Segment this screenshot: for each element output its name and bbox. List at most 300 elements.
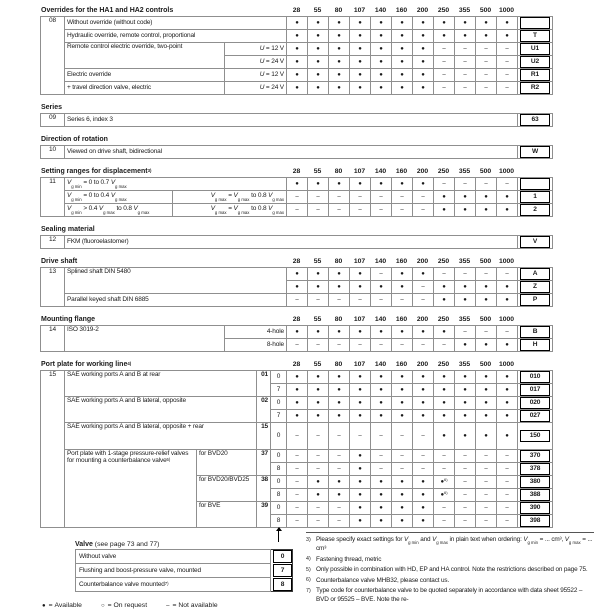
availability-cell: – [371,423,392,450]
availability-cell: – [476,502,497,515]
size-column-header: 55 [313,168,322,175]
availability-cell: – [434,463,455,476]
order-code-cell [518,43,553,56]
availability-cell: ● [350,410,371,423]
availability-cell: – [308,450,329,463]
order-code-cell [518,463,553,476]
section-header [40,133,552,144]
valve-row-label: Counterbalance valve mounted$^{7)}$ [76,578,271,592]
availability-cell: – [308,294,329,307]
availability-cell: ● [287,69,308,82]
section-header [40,255,552,266]
availability-cell: ● [413,30,434,43]
section-header [40,101,552,112]
legend-item-on-request [101,602,147,609]
availability-cell: – [455,326,476,339]
availability-cell: ● [476,191,497,204]
availability-cell: – [287,423,308,450]
availability-cell: – [497,56,518,69]
order-code-box: H [520,339,550,351]
section-header [40,4,552,15]
availability-cell: – [287,294,308,307]
availability-cell: – [455,450,476,463]
availability-cell: ● [413,371,434,384]
availability-cell: – [455,82,476,95]
availability-cell: ● [329,268,350,281]
size-column-header: 80 [334,168,343,175]
row-label: Viewed on drive shaft, bidirectional [65,146,518,159]
order-code-box: V [520,236,550,248]
item-number: 12 [41,236,65,249]
availability-cell: – [434,450,455,463]
availability-cell: ● [329,371,350,384]
footnote-text: Fastening thread, metric [316,555,382,563]
availability-cell: ● [413,82,434,95]
size-column-header: 140 [374,316,387,323]
size-column-header: 500 [479,361,492,368]
valve-digit-cell: 0 [271,476,287,489]
order-code-box: 378 [520,463,550,475]
availability-cell: – [476,178,497,191]
order-code-box [520,178,550,190]
order-code-cell [518,236,553,249]
order-code-box: R1 [520,69,550,81]
size-column-header: 200 [416,258,429,265]
availability-cell: ● [497,371,518,384]
availability-cell: – [287,339,308,352]
availability-cell: – [476,489,497,502]
availability-cell: ● [392,281,413,294]
ordering-table-drive-shaft [40,267,553,307]
availability-cell: ● [350,384,371,397]
availability-cell: ● [287,281,308,294]
availability-cell: ● [329,489,350,502]
availability-cell: ● [434,30,455,43]
availability-cell: ● [350,450,371,463]
size-column-header: 80 [334,258,343,265]
availability-cell: ● [455,339,476,352]
availability-cell: – [455,502,476,515]
legend-eq: = [172,602,177,609]
row-label: SAE working ports A and B lateral, opposite [65,397,257,423]
size-column-header: 140 [374,258,387,265]
availability-cell: ● [371,476,392,489]
availability-cell: – [455,178,476,191]
availability-cell: ● [413,178,434,191]
availability-cell: ● [455,371,476,384]
size-column-header: 55 [313,258,322,265]
availability-cell: ● [371,502,392,515]
availability-cell: – [287,204,308,217]
size-column-header: 355 [458,316,471,323]
valve-code-box: 7 [273,564,292,577]
order-code-box: 2 [520,204,550,216]
availability-cell: ●$^{6)}$ [434,489,455,502]
availability-cell: ● [308,69,329,82]
availability-cell: ● [476,384,497,397]
size-column-header: 80 [334,316,343,323]
availability-cell: – [350,423,371,450]
availability-cell: – [308,191,329,204]
size-column-header: 500 [479,258,492,265]
page-bottom [40,532,594,609]
availability-cell: ● [497,281,518,294]
row-label: Without override (without code) [65,17,287,30]
availability-cell: ● [371,397,392,410]
availability-cell: – [350,339,371,352]
order-code-box [520,17,550,29]
order-code-cell [518,268,553,281]
availability-cell: – [329,502,350,515]
availability-cell: ● [350,371,371,384]
valve-digit-cell: 7 [271,384,287,397]
section-setting-ranges-displacement [40,165,552,217]
size-column-header: 1000 [498,258,515,265]
size-column-header: 28 [292,316,301,323]
availability-cell: ● [329,397,350,410]
size-column-header: 200 [416,7,429,14]
order-code-box: 1 [520,191,550,203]
section-title: Direction of rotation [41,136,108,143]
order-code-cell [518,281,553,294]
availability-cell: – [497,450,518,463]
availability-cell: ● [329,82,350,95]
availability-cell: ● [434,281,455,294]
availability-cell: – [413,204,434,217]
item-number: 15 [41,371,65,528]
availability-cell: ● [371,515,392,528]
availability-cell: ● [371,384,392,397]
availability-cell: – [476,515,497,528]
availability-cell: ● [476,204,497,217]
order-code-box: 370 [520,450,550,462]
row-sublabel: for BVD20 [197,450,257,476]
availability-cell: – [413,339,434,352]
availability-cell: ● [476,397,497,410]
ordering-table-series [40,113,553,127]
row-label: Hydraulic override, remote control, proportional [65,30,287,43]
availability-cell: ● [371,489,392,502]
row-label: SAE working ports A and B at rear [65,371,257,397]
size-column-header: 200 [416,316,429,323]
availability-cell: ● [329,56,350,69]
availability-cell: – [371,463,392,476]
ordering-table-overrides-ha1-ha2 [40,16,553,95]
availability-cell: ● [371,326,392,339]
availability-cell: ● [497,30,518,43]
availability-cell: – [329,450,350,463]
availability-cell: – [497,515,518,528]
availability-cell: – [455,476,476,489]
section-drive-shaft [40,255,552,307]
item-number: 11 [41,178,65,217]
size-column-header: 1000 [498,168,515,175]
availability-cell: – [413,191,434,204]
availability-cell: ● [455,423,476,450]
availability-cell: ● [308,410,329,423]
availability-cell: ● [497,397,518,410]
order-code-cell [518,423,553,450]
availability-cell: ● [497,339,518,352]
availability-cell: – [287,489,308,502]
availability-cell: ● [392,502,413,515]
option-number: 01 [257,371,271,397]
item-number: 14 [41,326,65,352]
availability-cell: ● [434,294,455,307]
section-header [40,223,552,234]
availability-cell: – [455,463,476,476]
order-code-cell [518,371,553,384]
valve-table [75,549,293,592]
legend-item-available [42,602,82,609]
row-label: FKM (fluoroelastomer) [65,236,518,249]
availability-cell: – [392,450,413,463]
availability-cell: – [497,476,518,489]
availability-cell: ● [287,384,308,397]
availability-cell: ● [308,56,329,69]
availability-cell: ● [455,384,476,397]
size-column-header: 55 [313,316,322,323]
availability-cell: – [497,178,518,191]
availability-cell: ● [476,294,497,307]
availability-cell: – [371,268,392,281]
size-column-header: 250 [437,316,450,323]
availability-cell: ● [329,43,350,56]
footnote-text: Only possible in combination with HD, EP and HA control. Note the restrictions described on page 75. [316,566,588,574]
order-code-box: R2 [520,82,550,94]
size-column-header: 355 [458,361,471,368]
footnote [306,587,594,605]
availability-cell: ● [329,410,350,423]
availability-cell: ● [350,69,371,82]
availability-cell: ● [455,410,476,423]
availability-cell: ● [371,178,392,191]
size-column-header: 107 [353,316,366,323]
order-code-cell [518,30,553,43]
order-code-cell [518,502,553,515]
availability-cell: – [434,82,455,95]
availability-cell: – [350,191,371,204]
availability-cell: – [308,204,329,217]
size-column-header: 500 [479,316,492,323]
availability-cell: ● [392,476,413,489]
availability-cell: – [413,463,434,476]
availability-cell: ●$^{6)}$ [434,476,455,489]
size-column-headers [286,168,517,175]
availability-cell: ● [308,30,329,43]
availability-cell: ● [308,326,329,339]
valve-code-box: 8 [273,578,292,591]
availability-cell: – [371,450,392,463]
size-column-header: 80 [334,7,343,14]
availability-cell: – [392,339,413,352]
availability-cell: ● [308,43,329,56]
availability-cell: ● [392,178,413,191]
row-label: Parallel keyed shaft DIN 6885 [65,294,287,307]
order-code-box: 63 [520,114,550,126]
order-code-box: 010 [520,371,550,383]
size-column-header: 160 [395,361,408,368]
availability-cell: ● [371,82,392,95]
availability-cell: ● [392,17,413,30]
item-number: 08 [41,17,65,95]
size-column-header: 28 [292,361,301,368]
order-code-cell [518,397,553,410]
footnote-number: 7) [306,587,311,594]
legend [42,602,292,609]
availability-cell: – [371,294,392,307]
availability-cell: ● [434,397,455,410]
availability-cell: ● [350,43,371,56]
availability-cell: – [497,43,518,56]
availability-cell: – [392,463,413,476]
availability-cell: ● [413,410,434,423]
availability-cell: – [434,43,455,56]
row-sublabel: U = 12 V [225,43,287,56]
availability-cell: ● [329,69,350,82]
availability-cell: ● [350,397,371,410]
size-column-headers [286,7,517,14]
availability-cell: ● [350,326,371,339]
availability-cell: – [413,450,434,463]
order-code-cell [518,326,553,339]
order-code-cell [518,410,553,423]
availability-cell: ● [392,371,413,384]
size-column-header: 28 [292,168,301,175]
availability-cell: – [434,69,455,82]
valve-digit-cell: 0 [271,397,287,410]
availability-cell: ● [392,268,413,281]
footnote [306,566,594,575]
order-code-box: 027 [520,410,550,422]
availability-cell: – [392,191,413,204]
section-header [40,165,552,176]
availability-cell: ● [308,281,329,294]
availability-cell: ● [329,30,350,43]
availability-cell: ● [455,17,476,30]
footnote-text: Counterbalance valve MHB32, please contact us. [316,576,450,584]
order-code-box: B [520,326,550,338]
order-code-cell [518,384,553,397]
item-number: 09 [41,114,65,127]
availability-cell: ● [497,384,518,397]
row-sublabel: U = 24 V [225,82,287,95]
size-column-header: 140 [374,7,387,14]
size-column-header: 160 [395,258,408,265]
availability-cell: ● [434,423,455,450]
availability-cell: ● [413,397,434,410]
valve-digit-cell: 7 [271,410,287,423]
size-column-header: 80 [334,361,343,368]
availability-cell: – [329,423,350,450]
availability-cell: ● [413,384,434,397]
valve-digit-cell: 0 [271,450,287,463]
order-code-box: 388 [520,489,550,501]
availability-cell: – [476,56,497,69]
availability-cell: ● [350,56,371,69]
availability-cell: ● [329,17,350,30]
availability-cell: – [434,339,455,352]
availability-cell: ● [476,410,497,423]
order-code-cell [518,450,553,463]
section-sealing-material [40,223,552,249]
availability-cell: ● [392,397,413,410]
valve-block [40,532,292,609]
order-code-box: 017 [520,384,550,396]
not-available-dash-icon: – [166,603,170,609]
order-code-box: U1 [520,43,550,55]
availability-cell: ● [371,371,392,384]
order-code-cell [518,476,553,489]
row-sublabel: for BVE [197,502,257,528]
section-title: Mounting flange [41,316,96,323]
availability-cell: ● [392,326,413,339]
availability-cell: – [329,294,350,307]
valve-title-note: (see page 73 and 77) [92,541,160,548]
valve-row-label: Without valve [76,550,271,564]
footnote-number: 6) [306,577,311,584]
item-number: 10 [41,146,65,159]
availability-cell: ● [392,56,413,69]
availability-cell: ● [350,281,371,294]
availability-cell: ● [287,326,308,339]
order-code-box: 020 [520,397,550,409]
availability-cell: ● [476,281,497,294]
option-number: 38 [257,476,271,502]
footnote-number: 4) [306,556,311,563]
availability-cell: ● [308,371,329,384]
availability-cell: ● [413,69,434,82]
availability-cell: – [371,204,392,217]
availability-cell: ● [371,69,392,82]
size-column-header: 500 [479,7,492,14]
availability-cell: ● [308,178,329,191]
availability-cell: ● [413,502,434,515]
availability-cell: ● [371,410,392,423]
section-header [40,358,552,369]
availability-cell: ● [413,56,434,69]
availability-cell: ● [497,294,518,307]
availability-cell: ● [455,30,476,43]
row-label: $V_{g min} = 0$ to 0.7 $V_{g max}$ [65,178,287,191]
availability-cell: ● [413,17,434,30]
availability-cell: – [497,69,518,82]
row-label: Series 6, index 3 [65,114,518,127]
availability-cell: ● [476,339,497,352]
availability-cell: ● [497,410,518,423]
ordering-table-direction-of-rotation [40,145,553,159]
availability-cell: – [413,281,434,294]
valve-digit-cell: 0 [271,423,287,450]
order-code-cell [518,146,553,159]
availability-cell: – [497,82,518,95]
availability-cell: ● [413,476,434,489]
availability-cell: ● [392,515,413,528]
availability-cell: – [371,339,392,352]
availability-cell: ● [287,82,308,95]
valve-digit-cell: 0 [271,502,287,515]
availability-cell: – [476,326,497,339]
order-code-cell [518,17,553,30]
row-sublabel: $V_{g max} = V_{g max}$ to 0.8 $V_{g max}$ [173,204,287,217]
order-code-box: 390 [520,502,550,514]
availability-cell: ● [287,397,308,410]
availability-cell: – [497,326,518,339]
availability-cell: – [497,268,518,281]
availability-cell: ● [434,326,455,339]
availability-cell: ● [287,56,308,69]
availability-cell: – [497,502,518,515]
